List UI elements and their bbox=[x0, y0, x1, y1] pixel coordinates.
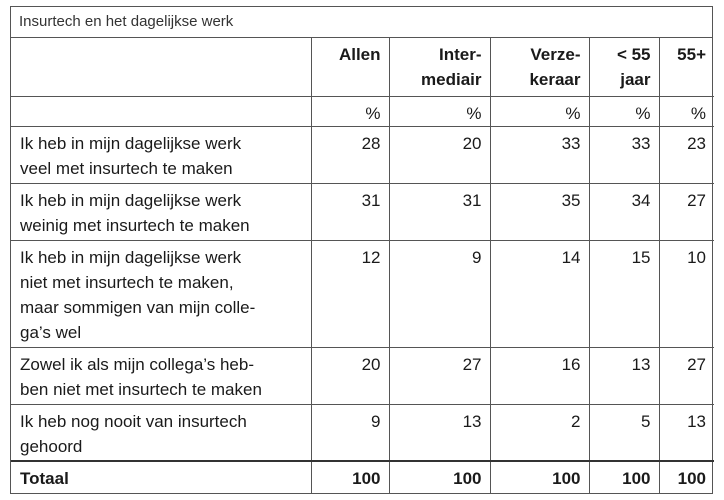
value-cell: 15 bbox=[589, 240, 659, 347]
value-cell: 13 bbox=[589, 347, 659, 404]
unit-cell: % bbox=[490, 96, 589, 126]
table-row bbox=[11, 183, 714, 240]
value-cell: 28 bbox=[311, 126, 389, 183]
col-header-intermediair: Inter- mediair bbox=[389, 38, 490, 96]
value-cell: 20 bbox=[311, 347, 389, 404]
value-cell: 13 bbox=[659, 404, 714, 461]
value-cell: 33 bbox=[589, 126, 659, 183]
col-header-55-plus: 55+ bbox=[659, 38, 714, 96]
unit-cell: % bbox=[389, 96, 490, 126]
value-cell: 27 bbox=[659, 183, 714, 240]
row-label: Ik heb in mijn dagelijkse werk niet met insurtech te maken, maar sommigen van mijn colle- ga’s wel bbox=[11, 240, 311, 347]
table-row bbox=[11, 347, 714, 404]
value-cell: 35 bbox=[490, 183, 589, 240]
data-table bbox=[11, 38, 714, 493]
table-title: Insurtech en het dagelijkse werk bbox=[11, 7, 712, 38]
value-cell: 27 bbox=[389, 347, 490, 404]
value-cell: 27 bbox=[659, 347, 714, 404]
value-cell: 12 bbox=[311, 240, 389, 347]
unit-cell: % bbox=[589, 96, 659, 126]
value-cell: 16 bbox=[490, 347, 589, 404]
row-label: Zowel ik als mijn collega’s heb- ben niet met insurtech te maken bbox=[11, 347, 311, 404]
total-cell: 100 bbox=[659, 461, 714, 493]
col-header-allen: Allen bbox=[311, 38, 389, 96]
value-cell: 10 bbox=[659, 240, 714, 347]
unit-cell: % bbox=[311, 96, 389, 126]
header-blank bbox=[11, 38, 311, 96]
row-label: Ik heb nog nooit van insurtech gehoord bbox=[11, 404, 311, 461]
value-cell: 34 bbox=[589, 183, 659, 240]
value-cell: 13 bbox=[389, 404, 490, 461]
value-cell: 2 bbox=[490, 404, 589, 461]
unit-row bbox=[11, 96, 714, 126]
total-label: Totaal bbox=[11, 461, 311, 493]
table-row bbox=[11, 404, 714, 461]
total-row bbox=[11, 461, 714, 493]
unit-cell: % bbox=[659, 96, 714, 126]
row-label: Ik heb in mijn dagelijkse werk veel met insurtech te maken bbox=[11, 126, 311, 183]
header-row bbox=[11, 38, 714, 96]
table-row bbox=[11, 126, 714, 183]
total-cell: 100 bbox=[389, 461, 490, 493]
value-cell: 5 bbox=[589, 404, 659, 461]
value-cell: 9 bbox=[311, 404, 389, 461]
value-cell: 31 bbox=[311, 183, 389, 240]
total-cell: 100 bbox=[311, 461, 389, 493]
col-header-verzekeraar: Verze- keraar bbox=[490, 38, 589, 96]
value-cell: 33 bbox=[490, 126, 589, 183]
value-cell: 9 bbox=[389, 240, 490, 347]
table-row bbox=[11, 240, 714, 347]
value-cell: 23 bbox=[659, 126, 714, 183]
value-cell: 20 bbox=[389, 126, 490, 183]
value-cell: 31 bbox=[389, 183, 490, 240]
value-cell: 14 bbox=[490, 240, 589, 347]
total-cell: 100 bbox=[589, 461, 659, 493]
row-label: Ik heb in mijn dagelijkse werk weinig met insurtech te maken bbox=[11, 183, 311, 240]
insurtech-table-frame bbox=[10, 6, 713, 494]
total-cell: 100 bbox=[490, 461, 589, 493]
col-header-under-55: < 55 jaar bbox=[589, 38, 659, 96]
